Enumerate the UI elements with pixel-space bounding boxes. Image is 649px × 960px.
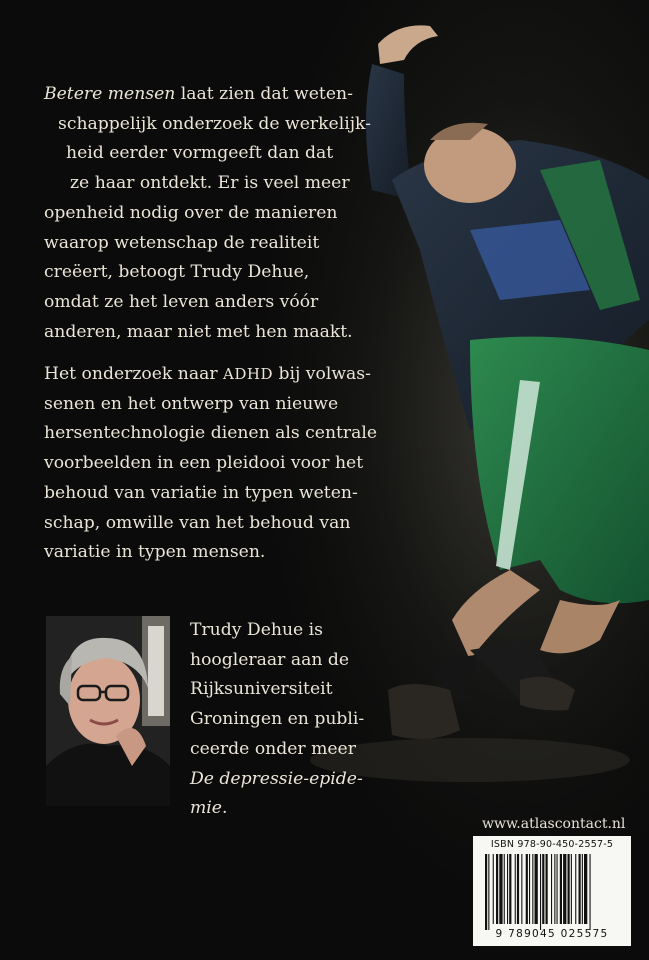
text-line: waarop wetenschap de realiteit [44,232,320,253]
text-line: ceerde onder meer [190,738,356,759]
text-line: variatie in typen mensen. [44,542,266,563]
book-title: Betere mensen [44,84,176,104]
author-portrait [46,616,170,806]
text-span: Het onderzoek naar [44,364,224,384]
text-line: Rijksuniversiteit [190,679,333,700]
text-line [190,765,364,795]
acronym-adhd: ADHD [223,365,274,383]
text-line: openheid nodig over de manieren [44,202,338,223]
author-bio [190,616,364,824]
book-title: De depressie-epide- [190,768,363,789]
text-line: schappelijk onderzoek de werkelijk- [58,113,371,134]
text-line: hoogleraar aan de [190,649,350,670]
text-line: ze haar ontdekt. Er is veel meer [70,173,350,194]
text-line: creëert, betoogt Trudy Dehue, [44,262,310,283]
publisher-website: www.atlascontact.nl [482,816,626,832]
text-span: laat zien dat weten- [175,84,353,104]
text-line [190,794,364,824]
barcode-digits: 9 789045 025575 [495,928,609,940]
barcode-bars [485,854,619,930]
description-paragraph-2 [44,360,377,568]
text-line [44,80,371,110]
text-line: omdat ze het leven anders vóór [44,291,319,312]
text-line: voorbeelden in een pleidooi voor het [44,453,364,474]
text-line: senen en het ontwerp van nieuwe [44,393,339,414]
isbn-label: ISBN 978-90-450-2557-5 [490,839,614,850]
barcode [473,836,631,946]
text-line: behoud van variatie in typen weten- [44,482,358,503]
text-line: heid eerder vormgeeft dan dat [66,143,334,164]
author-portrait-image [46,616,170,806]
text-line: schap, omwille van het behoud van [44,512,351,533]
book-title: mie [190,798,222,819]
text-line: Groningen en publi- [190,709,365,730]
text-line [44,360,377,390]
description-paragraph-1 [44,80,371,347]
text-span: bij volwas- [273,364,371,384]
text-line: hersentechnologie dienen als centrale [44,423,378,444]
text-line: anderen, maar niet met hen maakt. [44,321,353,342]
text-line: Trudy Dehue is [190,620,323,640]
text-span: . [221,798,228,819]
